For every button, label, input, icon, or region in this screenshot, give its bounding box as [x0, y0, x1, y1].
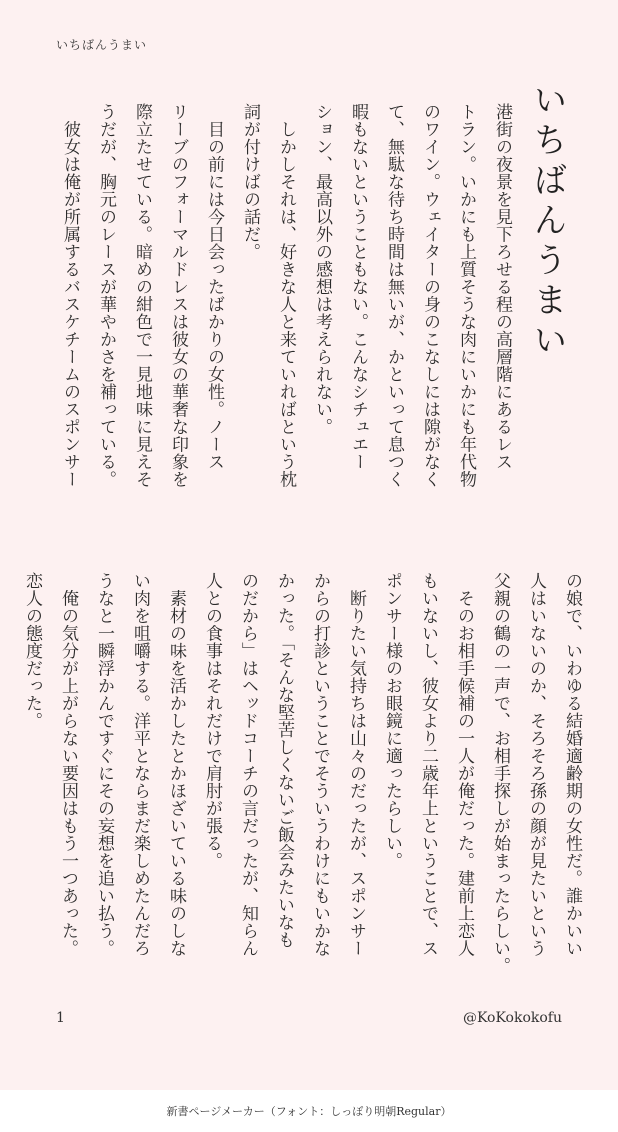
text-column: 断りたい気持ちは山々のだったが、スポンサー: [346, 572, 366, 957]
text-column: ポンサー様のお眼鏡に適ったらしい。: [382, 572, 402, 870]
text-column: のだから」はヘッドコーチの言だったが、知らん: [238, 572, 258, 957]
text-column: かった。「そんな堅苦しくないご飯会みたいなも: [274, 572, 294, 949]
author-handle: @KoKokokofu: [462, 1010, 562, 1026]
text-column: からの打診ということでそういうわけにもいかな: [310, 572, 330, 957]
text-column: そのお相手候補の一人が俺だった。建前上恋人: [454, 572, 474, 957]
running-head: いちばんうまい: [56, 38, 148, 52]
text-column: 素材の味を活かしたとかほざいている味のしな: [166, 572, 186, 957]
text-column: て、無駄な待ち時間は無いが、かといって息つく: [384, 103, 404, 488]
text-block-bottom: [14, 572, 590, 992]
text-column: うだが、胸元のレースが華やかさを補っている。: [96, 103, 116, 488]
text-column: しかしそれは、好きな人と来ていればという枕: [276, 103, 296, 488]
page-number: 1: [56, 1010, 65, 1026]
text-column: 目の前には今日会ったばかりの女性。ノース: [204, 103, 224, 471]
text-column: い肉を咀嚼する。洋平とならまだ楽しめたんだろ: [130, 572, 150, 957]
text-column: 恋人の態度だった。: [22, 572, 42, 730]
generator-credit: 新書ページメーカー（フォント：しっぽり明朝Regular）: [166, 1105, 452, 1118]
text-column: 彼女は俺が所属するバスケチームのスポンサー: [60, 103, 80, 488]
story-title: いちばんうまい: [527, 82, 567, 362]
text-column: 詞が付けばの話だ。: [240, 103, 260, 261]
text-block-top: [52, 103, 520, 523]
text-column: トラン。いかにも上質そうな肉にいかにも年代物: [456, 103, 476, 488]
text-column: のワイン。ウェイターの身のこなしには隙がなく: [420, 103, 440, 488]
text-column: 人はいないのか、そろそろ孫の顔が見たいという: [526, 572, 546, 957]
text-column: 人との食事はそれだけで肩肘が張る。: [202, 572, 222, 870]
text-column: 港街の夜景を見下ろせる程の高層階にあるレス: [492, 103, 512, 471]
text-column: うなと一瞬浮かんですぐにその妄想を追い払う。: [94, 572, 114, 957]
text-column: 俺の気分が上がらない要因はもう一つあった。: [58, 572, 78, 957]
text-column: ション、最高以外の感想は考えられない。: [312, 103, 332, 436]
text-column: 父親の鶴の一声で、お相手探しが始まったらしい。: [490, 572, 510, 975]
text-column: リーブのフォーマルドレスは彼女の華奢な印象を: [168, 103, 188, 488]
text-column: 暇もないということもない。こんなシチュエー: [348, 103, 368, 471]
text-column: もいないし、彼女より二歳年上ということで、ス: [418, 572, 438, 957]
text-column: 際立たせている。暗めの紺色で一見地味に見えそ: [132, 103, 152, 488]
text-column: の娘で、いわゆる結婚適齢期の女性だ。誰かいい: [562, 572, 582, 957]
